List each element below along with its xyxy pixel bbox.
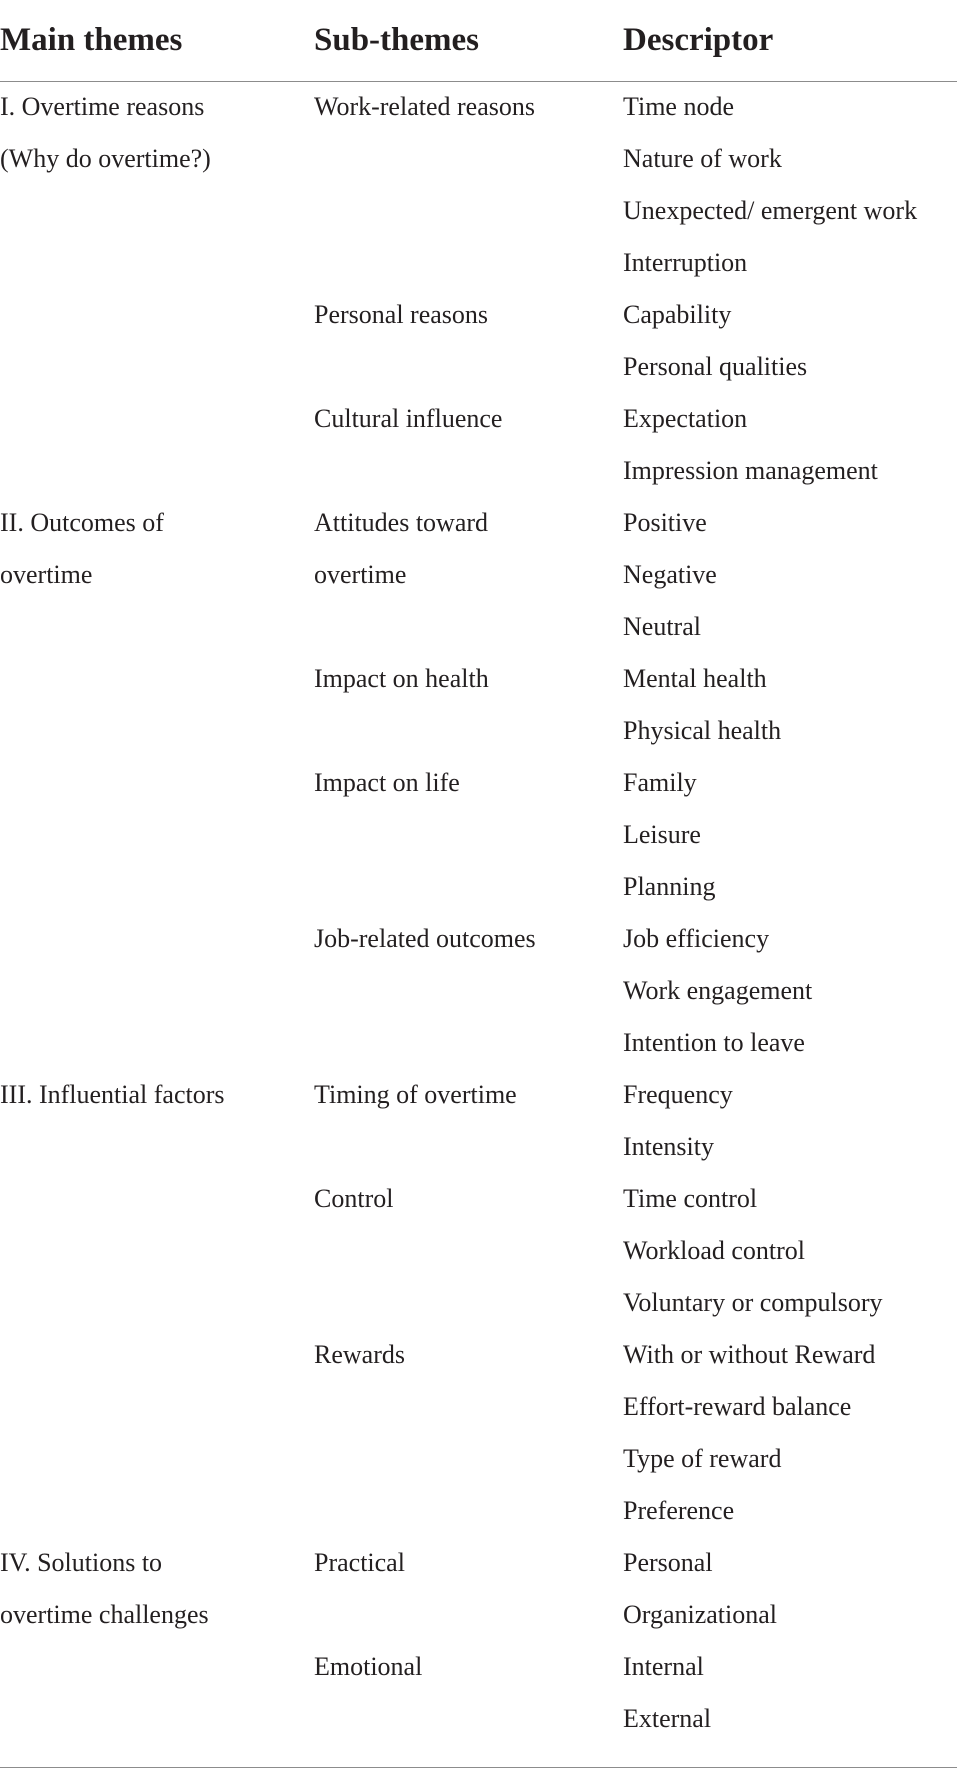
- sub-theme-control: Control: [314, 1184, 394, 1213]
- descriptor-15: Leisure: [623, 820, 701, 849]
- descriptor-12: Mental health: [623, 664, 767, 693]
- descriptor-5: Capability: [623, 300, 732, 329]
- descriptor-26: Effort-reward balance: [623, 1392, 852, 1421]
- descriptor-18: Work engagement: [623, 976, 813, 1005]
- sub-theme-timing: Timing of overtime: [314, 1080, 517, 1109]
- header-main-themes: Main themes: [0, 22, 183, 58]
- main-theme-4-line2: overtime challenges: [0, 1600, 209, 1629]
- descriptor-23: Workload control: [623, 1236, 806, 1265]
- sub-theme-attitudes-line2: overtime: [314, 560, 407, 589]
- sub-theme-practical: Practical: [314, 1548, 405, 1577]
- sub-theme-job-related: Job-related outcomes: [314, 924, 536, 953]
- descriptor-24: Voluntary or compulsory: [623, 1288, 883, 1317]
- descriptor-8: Impression management: [623, 456, 878, 485]
- main-theme-1-line1: I. Overtime reasons: [0, 92, 205, 121]
- descriptor-4: Interruption: [623, 248, 748, 277]
- main-theme-2-line1: II. Outcomes of: [0, 508, 164, 537]
- descriptor-17: Job efficiency: [623, 924, 770, 953]
- descriptor-10: Negative: [623, 560, 717, 589]
- descriptor-13: Physical health: [623, 716, 782, 745]
- descriptor-2: Nature of work: [623, 144, 782, 173]
- descriptor-14: Family: [623, 768, 697, 797]
- descriptor-29: Personal: [623, 1548, 713, 1577]
- main-theme-4-line1: IV. Solutions to: [0, 1548, 163, 1577]
- descriptor-19: Intention to leave: [623, 1028, 805, 1057]
- descriptor-30: Organizational: [623, 1600, 778, 1629]
- header-descriptor: Descriptor: [623, 22, 774, 58]
- descriptor-21: Intensity: [623, 1132, 714, 1161]
- sub-theme-personal-reasons: Personal reasons: [314, 300, 489, 329]
- sub-theme-work-related: Work-related reasons: [314, 92, 535, 121]
- descriptor-31: Internal: [623, 1652, 704, 1681]
- sub-theme-attitudes-line1: Attitudes toward: [314, 508, 489, 537]
- descriptor-32: External: [623, 1704, 712, 1733]
- sub-theme-impact-life: Impact on life: [314, 768, 460, 797]
- table-header-row: [0, 0, 957, 80]
- descriptor-6: Personal qualities: [623, 352, 808, 381]
- header-sub-themes: Sub-themes: [314, 22, 480, 58]
- descriptor-1: Time node: [623, 92, 734, 121]
- sub-theme-rewards: Rewards: [314, 1340, 405, 1369]
- descriptor-11: Neutral: [623, 612, 701, 641]
- sub-theme-emotional: Emotional: [314, 1652, 423, 1681]
- main-theme-1-line2: (Why do overtime?): [0, 144, 211, 173]
- descriptor-3: Unexpected/ emergent work: [623, 196, 918, 225]
- bottom-rule: [0, 1767, 957, 1768]
- sub-theme-cultural-influence: Cultural influence: [314, 404, 503, 433]
- descriptor-25: With or without Reward: [623, 1340, 876, 1369]
- main-theme-3-line1: III. Influential factors: [0, 1080, 225, 1109]
- sub-theme-impact-health: Impact on health: [314, 664, 489, 693]
- descriptor-28: Preference: [623, 1496, 735, 1525]
- descriptor-7: Expectation: [623, 404, 748, 433]
- descriptor-16: Planning: [623, 872, 716, 901]
- descriptor-22: Time control: [623, 1184, 758, 1213]
- descriptor-9: Positive: [623, 508, 707, 537]
- descriptor-27: Type of reward: [623, 1444, 782, 1473]
- main-theme-2-line2: overtime: [0, 560, 93, 589]
- descriptor-20: Frequency: [623, 1080, 733, 1109]
